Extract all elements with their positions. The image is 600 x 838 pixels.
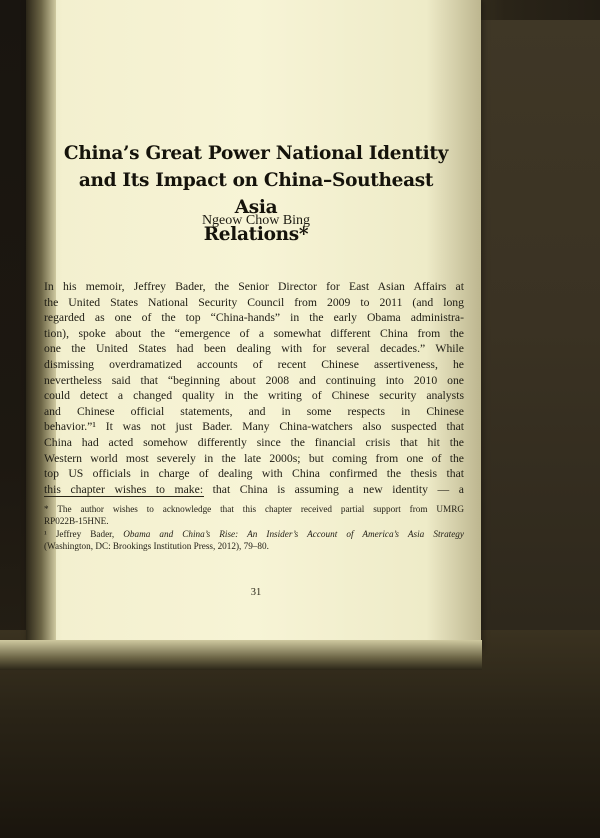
- footnote-1-line-2: (Washington, DC: Brookings Institution Press, 2012), 79–80.: [44, 541, 269, 552]
- footnote-divider: [44, 496, 204, 497]
- body-line: the United States National Security Council from 2009 to 2011 (and long: [44, 295, 464, 309]
- footnote-acknowledgement-line-2: RP022B-15HNE.: [44, 516, 109, 527]
- body-line: and Chinese official statements, and in some respects in Chinese: [44, 404, 464, 418]
- chapter-author: Ngeow Chow Bing: [201, 213, 311, 228]
- body-line: China had acted somehow differently since the financial crisis that hit the: [44, 435, 464, 449]
- body-line: regarded as one of the top “China-hands” in the early Obama administra-: [44, 311, 464, 325]
- body-line: tion), spoke about the “emergence of a somewhat different China from the: [44, 326, 464, 340]
- chapter-title-line-2: and Its Impact on China–Southeast Asia: [78, 170, 434, 218]
- footnote-1-prefix: ¹ Jeffrey Bader,: [44, 528, 124, 539]
- footnote-1-book-title: Obama and China’s Rise: An Insider’s Account of America’s Asia Strategy: [123, 528, 464, 539]
- adjacent-page-edge: [478, 20, 600, 630]
- body-line: Western world most severely in the late 2000s; but coming from one of the: [44, 451, 464, 465]
- chapter-title-line-3: Relations*: [203, 224, 309, 245]
- page-bottom-edge: [0, 640, 482, 670]
- page-number: 31: [250, 587, 262, 598]
- footnotes: [44, 503, 464, 553]
- body-line: one the United States had been dealing with for several decades.” While: [44, 342, 464, 356]
- body-paragraph: [44, 279, 464, 497]
- book-page: [26, 0, 481, 650]
- chapter-title-line-1: China’s Great Power National Identity: [63, 143, 449, 164]
- body-line: In his memoir, Jeffrey Bader, the Senior Director for East Asian Affairs at: [44, 280, 464, 293]
- footnote-acknowledgement-line-1: * The author wishes to acknowledge that this chapter received partial support from UMRG: [44, 504, 464, 514]
- chapter-title: [56, 140, 456, 248]
- body-line: nevertheless said that “beginning about 2008 and continuing into 2010 one: [44, 373, 464, 387]
- body-line: dismissing overdramatized accounts of recent Chinese assertiveness, he: [44, 357, 464, 371]
- footnote-1-line-1: [44, 528, 464, 540]
- body-line: could detect a changed quality in the writing of Chinese security analysts: [44, 389, 464, 403]
- body-line: top US officials in charge of dealing with China confirmed the thesis that: [44, 467, 464, 481]
- body-line: this chapter wishes to make: that China is assuming a new identity — a: [44, 482, 464, 496]
- body-line: behavior.”¹ It was not just Bader. Many China-watchers also suspected that: [44, 420, 464, 434]
